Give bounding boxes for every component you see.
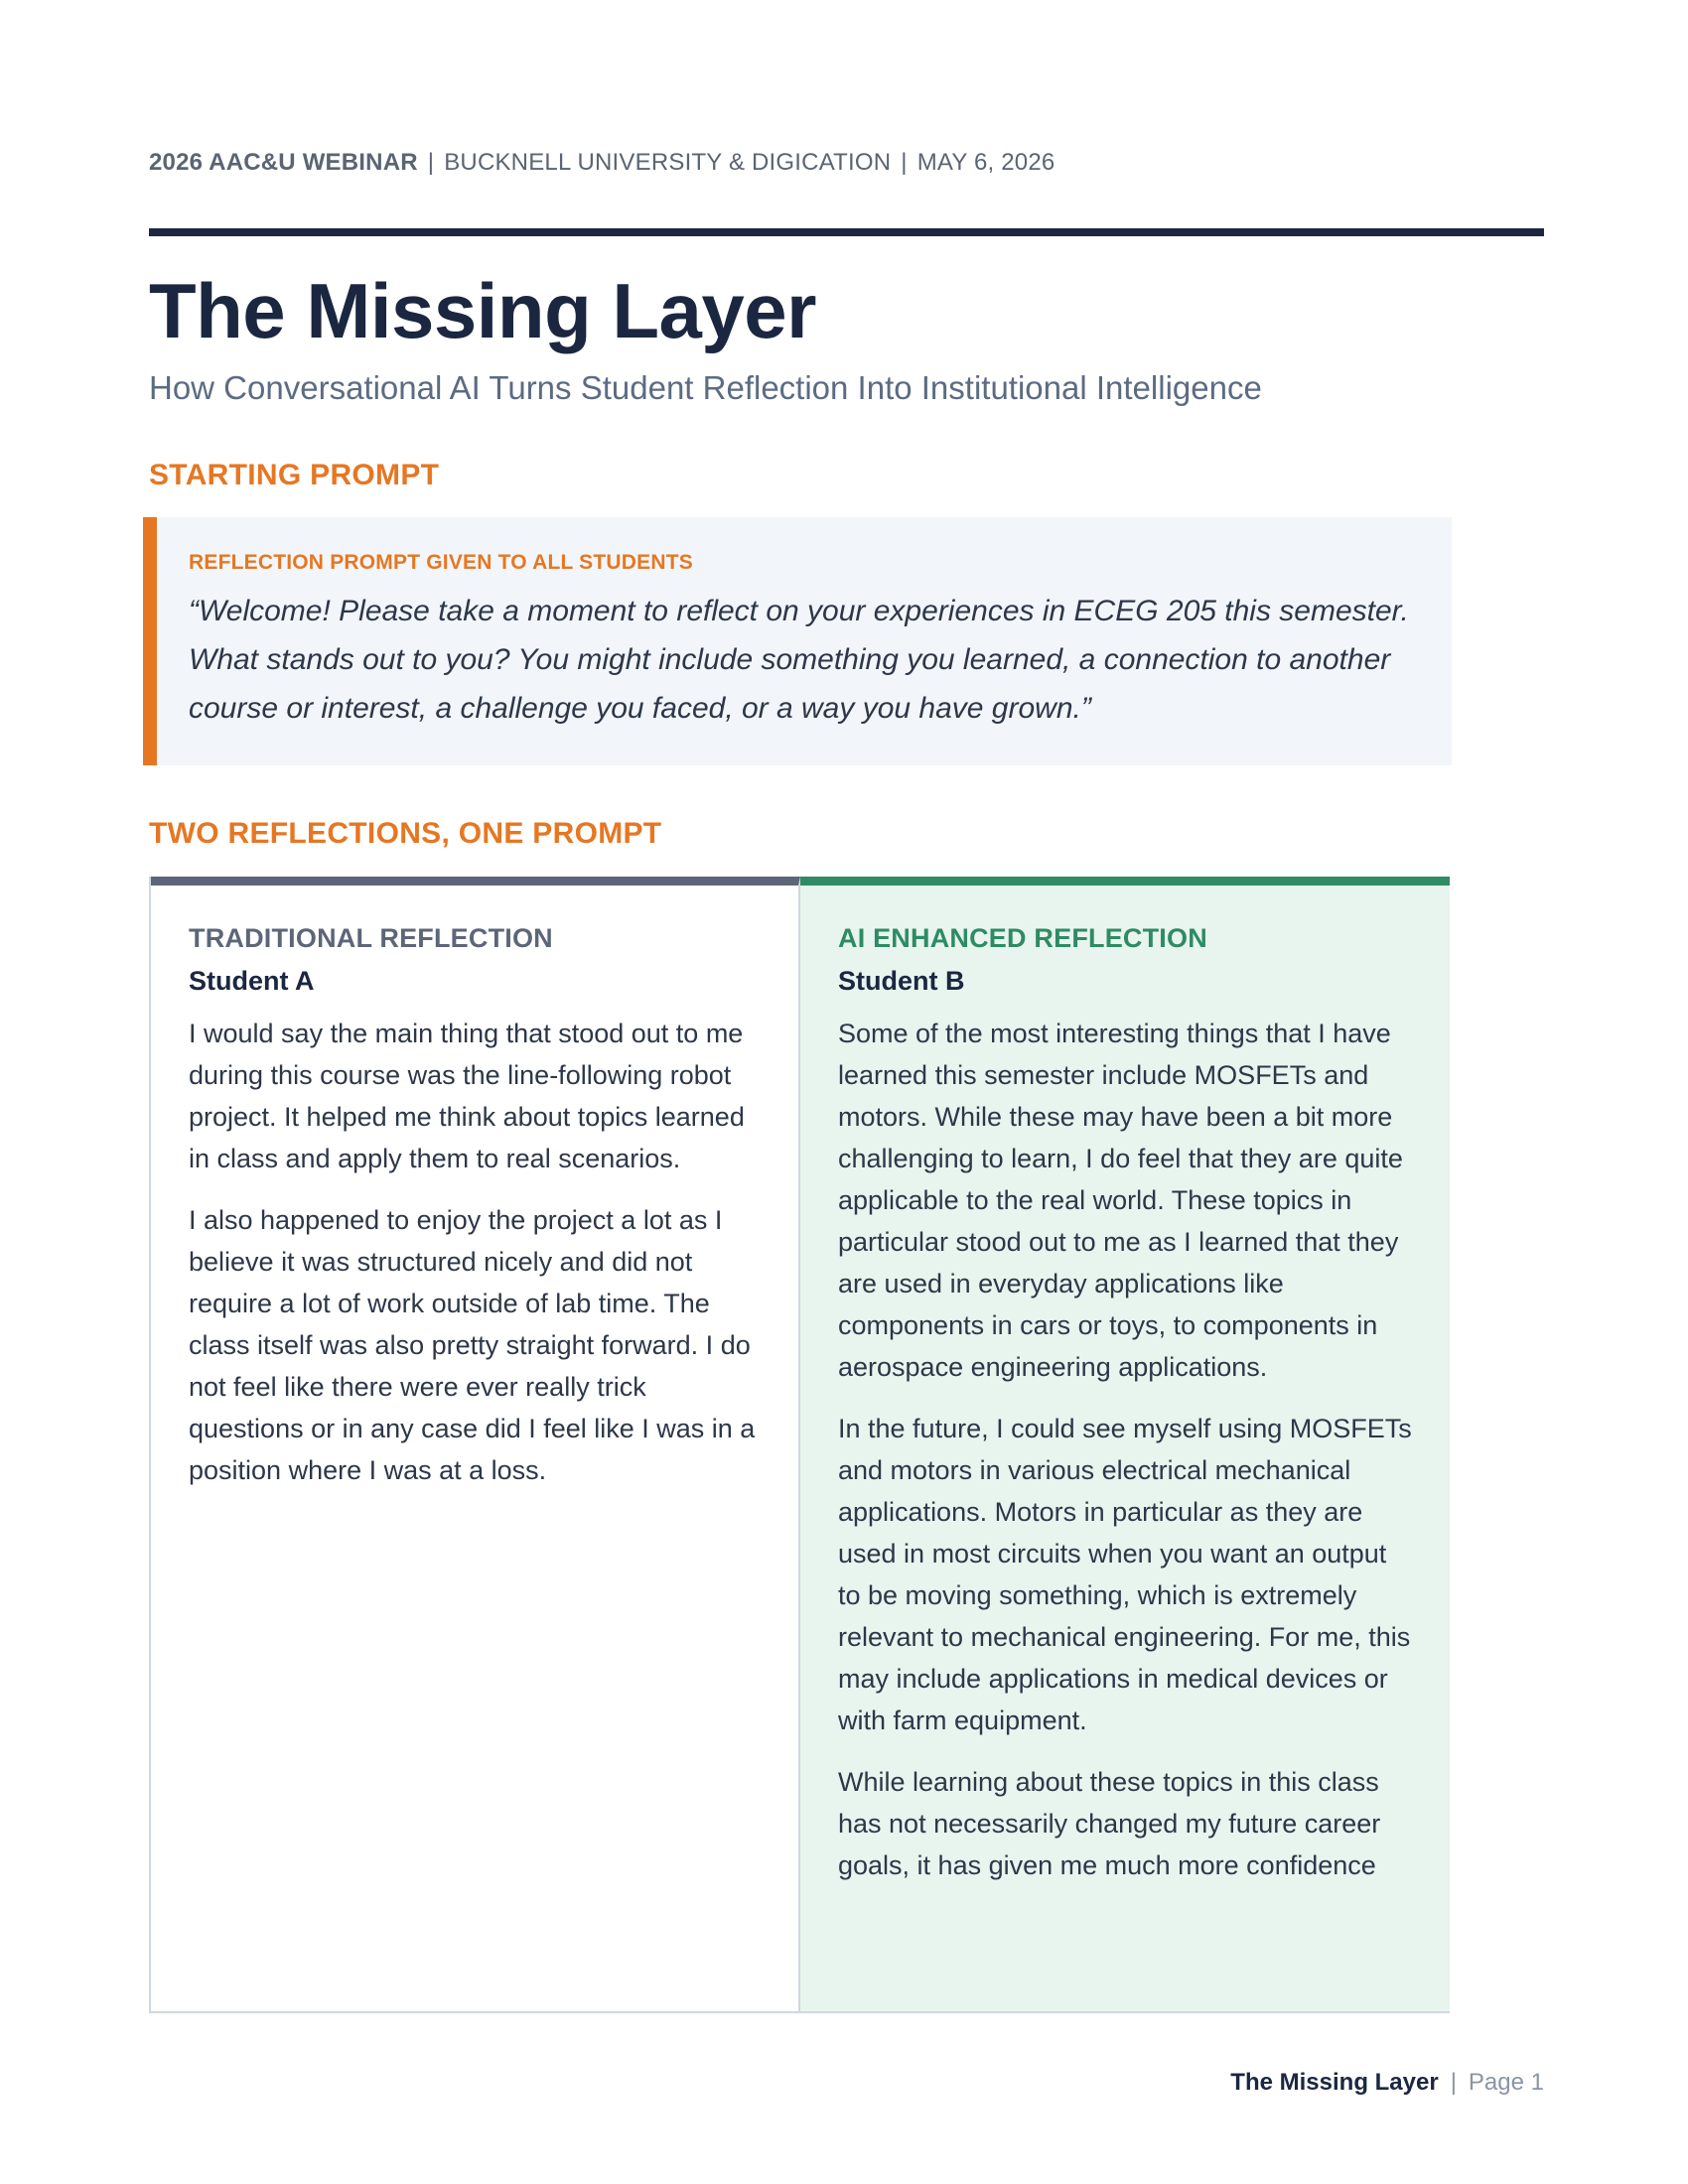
reflection-paragraph: I also happened to enjoy the project a lot as I believe it was structured nicely and did not require a lot of work outside of lab time. The class itself was also pretty straight forward. I do not feel like there were ever really trick questions or in any case did I feel like I was in a position where I was at a loss. <box>189 1205 756 1485</box>
header-event: 2026 AAC&U WEBINAR <box>149 149 418 176</box>
document-page <box>149 0 1544 2184</box>
reflection-paragraph: While learning about these topics in this class has not necessarily changed my future career goals, it has given me much more confidence <box>838 1767 1381 1880</box>
page-title: The Missing Layer <box>149 267 817 354</box>
prompt-quote: “Welcome! Please take a moment to reflect on your experiences in ECEG 205 this semester. What stands out to you? You might include something you learned, a connection to another course or interest, a challenge you faced, or a way you have grown.” <box>189 595 1409 725</box>
footer-doc-name: The Missing Layer <box>1230 2069 1439 2096</box>
footer-page-number: Page 1 <box>1468 2069 1544 2096</box>
column-label: TRADITIONAL REFLECTION <box>189 923 553 953</box>
reflection-paragraph: Some of the most interesting things that I have learned this semester include MOSFETs and motors. While these may have been a bit more challenging to learn, I do feel that they are quite applicable to the real world. These topics in particular stood out to me as I learned that they are used in everyday applications like components in cars or toys, to components in aerospace engineering applications. <box>838 1019 1403 1382</box>
page-subtitle: How Conversational AI Turns Student Reflection Into Institutional Intelligence <box>149 369 1262 406</box>
header-line <box>149 149 1055 177</box>
section-label-comparison: TWO REFLECTIONS, ONE PROMPT <box>149 817 662 850</box>
footer-separator: | <box>1450 2069 1457 2096</box>
reflection-paragraph: I would say the main thing that stood out to me during this course was the line-following robot project. It helped me think about topics learned in class and apply them to real scenarios. <box>189 1019 745 1173</box>
traditional-reflection-column <box>151 877 800 2011</box>
section-label-starting-prompt: STARTING PROMPT <box>149 459 440 491</box>
student-name: Student B <box>838 966 965 996</box>
comparison-table <box>149 877 1450 2013</box>
page-footer <box>1230 2069 1544 2097</box>
prompt-callout <box>143 517 1452 765</box>
reflection-paragraph: In the future, I could see myself using MOSFETs and motors in various electrical mechanical applications. Motors in particular as they are used in most circuits when you want an output to be moving something, which is extremely relevant to mechanical engineering. For me, this may include applications in medical devices or with farm equipment. <box>838 1414 1412 1735</box>
header-date: MAY 6, 2026 <box>916 149 1055 176</box>
header-divider <box>149 228 1544 236</box>
column-label: AI ENHANCED REFLECTION <box>838 923 1207 953</box>
student-name: Student A <box>189 966 315 996</box>
header-separator: | <box>427 149 435 176</box>
ai-enhanced-reflection-column <box>800 877 1450 2011</box>
prompt-kicker: REFLECTION PROMPT GIVEN TO ALL STUDENTS <box>189 551 693 574</box>
header-separator: | <box>901 149 908 176</box>
header-organizers: BUCKNELL UNIVERSITY & DIGICATION <box>444 149 892 176</box>
